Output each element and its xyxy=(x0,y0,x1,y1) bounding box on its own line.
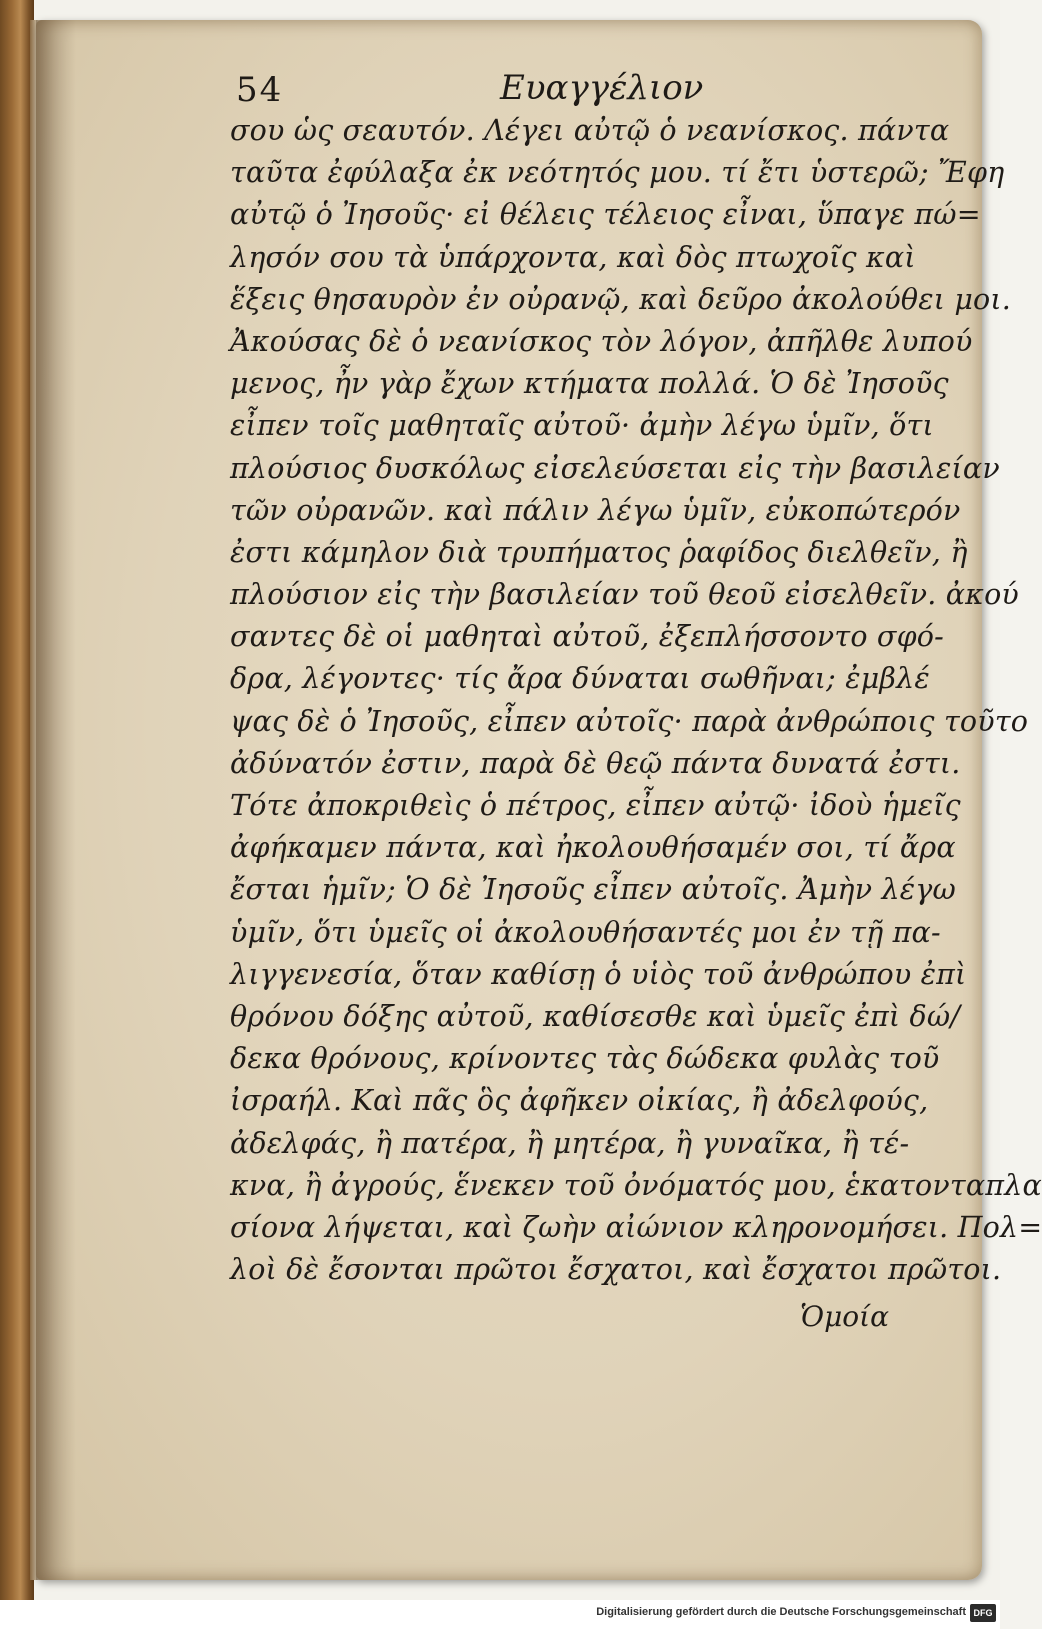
text-line: λιγγενεσία, ὅταν καθίσῃ ὁ υἱὸς τοῦ ἀνθρώπου ἐπὶ xyxy=(230,957,967,991)
text-line: δεκα θρόνους, κρίνοντες τὰς δώδεκα φυλὰς τοῦ xyxy=(230,1042,940,1076)
text-line: ἐστι κάμηλον διὰ τρυπήματος ῥαφίδος διελθεῖν, ἢ xyxy=(230,535,968,569)
text-line: πλούσιον εἰς τὴν βασιλείαν τοῦ θεοῦ εἰσελθεῖν. ἀκού xyxy=(230,578,1019,612)
text-line: ἀδύνατόν ἐστιν, παρὰ δὲ θεῷ πάντα δυνατά ἐστι. xyxy=(230,746,961,780)
text-line: Τότε ἀποκριθεὶς ὁ πέτρος, εἶπεν αὐτῷ· ἰδοὺ ἡμεῖς xyxy=(230,789,961,822)
text-line: Ἀκούσας δὲ ὁ νεανίσκος τὸν λόγον, ἀπῆλθε λυπού xyxy=(230,324,973,358)
text-line: λησόν σου τὰ ὑπάρχοντα, καὶ δὸς πτωχοῖς καὶ xyxy=(230,240,916,274)
text-line: ἀφήκαμεν πάντα, καὶ ἠκολουθήσαμέν σοι, τί ἄρα xyxy=(230,831,956,865)
gutter-shadow xyxy=(36,20,76,1580)
text-line: λοὶ δὲ ἔσονται πρῶτοι ἔσχατοι, καὶ ἔσχατοι πρῶτοι. xyxy=(230,1253,1002,1287)
text-line: δρα, λέγοντες· τίς ἄρα δύναται σωθῆναι; ἐμβλέ xyxy=(230,662,930,696)
text-line: σίονα λήψεται, καὶ ζωὴν αἰώνιον κληρονομήσει. Πολ= xyxy=(230,1210,1042,1244)
text-line: κνα, ἢ ἀγρούς, ἕνεκεν τοῦ ὀνόματός μου, ἑκατονταπλα xyxy=(230,1168,1042,1202)
text-line: ψας δὲ ὁ Ἰησοῦς, εἶπεν αὐτοῖς· παρὰ ἀνθρώποις τοῦτο xyxy=(230,704,1029,738)
text-line: ἀδελφάς, ἢ πατέρα, ἢ μητέρα, ἢ γυναῖκα, ἢ τέ- xyxy=(230,1126,910,1160)
funding-credit: Digitalisierung gefördert durch die Deutsche Forschungsgemeinschaft xyxy=(596,1606,966,1618)
text-line: τῶν οὐρανῶν. καὶ πάλιν λέγω ὑμῖν, εὐκοπώτερόν xyxy=(230,493,961,527)
text-line: εἶπεν τοῖς μαθηταῖς αὐτοῦ· ἀμὴν λέγω ὑμῖν, ὅτι xyxy=(230,409,934,443)
text-line: σου ὡς σεαυτόν. Λέγει αὐτῷ ὁ νεανίσκος. πάντα xyxy=(230,114,950,147)
book-binding xyxy=(0,0,34,1600)
text-line: ἕξεις θησαυρὸν ἐν οὐρανῷ, καὶ δεῦρο ἀκολούθει μοι. xyxy=(230,282,1012,316)
running-head: Ευαγγέλιον xyxy=(500,68,704,108)
text-line: ταῦτα ἐφύλαξα ἐκ νεότητός μου. τί ἔτι ὑστερῶ; Ἔφη xyxy=(230,156,1005,190)
text-line: ἔσται ἡμῖν; Ὁ δὲ Ἰησοῦς εἶπεν αὐτοῖς. Ἀμὴν λέγω xyxy=(230,873,956,907)
text-line: θρόνου δόξης αὐτοῦ, καθίσεσθε καὶ ὑμεῖς ἐπὶ δώ/ xyxy=(230,999,961,1033)
dfg-logo-icon: DFG xyxy=(970,1604,996,1622)
text-block xyxy=(230,110,1042,1291)
text-line: σαντες δὲ οἱ μαθηταὶ αὐτοῦ, ἐξεπλήσσοντο σφό- xyxy=(230,620,944,654)
text-line: πλούσιος δυσκόλως εἰσελεύσεται εἰς τὴν βασιλείαν xyxy=(230,451,1000,485)
catchword: Ὁμοία xyxy=(800,1300,890,1333)
text-line: μενος, ἦν γὰρ ἔχων κτήματα πολλά. Ὁ δὲ Ἰησοῦς xyxy=(230,367,949,401)
text-line: ὑμῖν, ὅτι ὑμεῖς οἱ ἀκολουθήσαντές μοι ἐν τῇ πα- xyxy=(230,915,941,949)
footer-strip xyxy=(0,1600,1000,1629)
text-line: ἰσραήλ. Καὶ πᾶς ὃς ἀφῆκεν οἰκίας, ἢ ἀδελφούς, xyxy=(230,1084,929,1118)
text-line: αὐτῷ ὁ Ἰησοῦς· εἰ θέλεις τέλειος εἶναι, ὕπαγε πώ= xyxy=(230,198,981,232)
page-number: 54 xyxy=(236,70,284,110)
